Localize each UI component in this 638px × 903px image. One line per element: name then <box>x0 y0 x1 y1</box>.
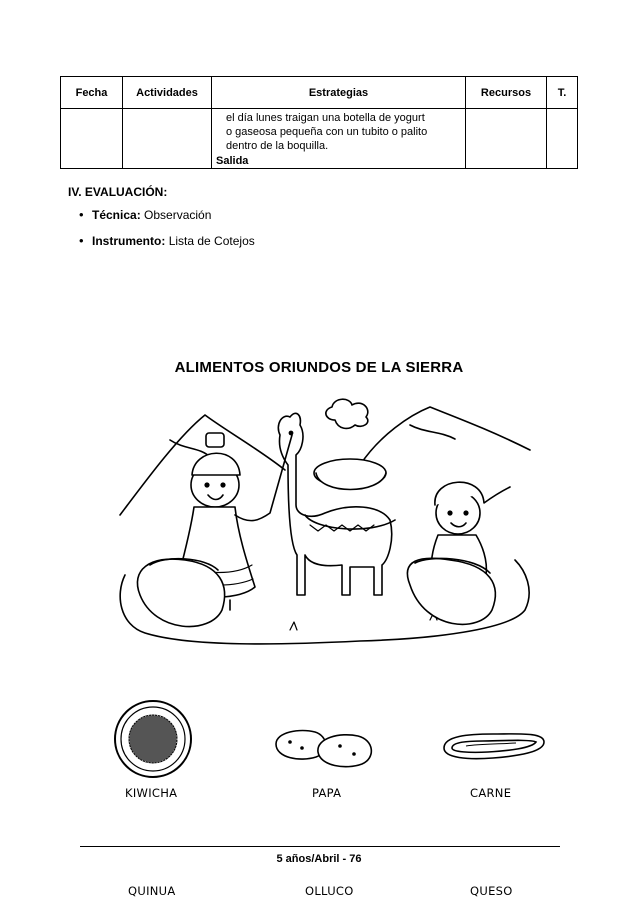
tecnica-label: Técnica: <box>92 208 141 222</box>
salida-label: Salida <box>216 155 249 167</box>
page-number: 5 años/Abril - 76 <box>276 853 362 865</box>
label-queso: QUESO <box>470 884 513 898</box>
sack-left <box>137 559 224 627</box>
sierra-illustration <box>110 395 540 650</box>
header-estrategias: Estrategias <box>212 77 466 109</box>
strategy-line: el día lunes traigan una botella de yogurt <box>226 112 425 124</box>
cell-actividades <box>123 109 212 169</box>
evaluacion-title: IV. EVALUACIÓN: <box>68 185 168 199</box>
strategy-line: dentro de la boquilla. <box>226 140 329 152</box>
header-t: T. <box>547 77 578 109</box>
label-olluco: OLLUCO <box>305 884 354 898</box>
planning-table <box>60 76 578 169</box>
mountain-right <box>360 407 530 465</box>
header-fecha: Fecha <box>61 77 123 109</box>
carne-icon <box>438 722 550 766</box>
bullet-tecnica <box>79 207 212 222</box>
label-carne: CARNE <box>470 786 512 800</box>
instrumento-value: Lista de Cotejos <box>168 234 255 248</box>
kiwicha-icon <box>112 698 194 780</box>
header-recursos: Recursos <box>466 77 547 109</box>
label-papa: PAPA <box>312 786 342 800</box>
cell-fecha <box>61 109 123 169</box>
footer-divider <box>80 846 560 847</box>
cell-t <box>547 109 578 169</box>
bullet-icon: • <box>79 207 84 222</box>
cloud-icon <box>326 399 368 428</box>
bullet-instrumento <box>79 233 255 248</box>
table-row <box>61 109 578 169</box>
cell-recursos <box>466 109 547 169</box>
label-quinua: QUINUA <box>128 884 176 898</box>
llama <box>278 413 391 595</box>
tecnica-value: Observación <box>144 208 212 222</box>
table-header-row <box>61 77 578 109</box>
label-kiwicha: KIWICHA <box>125 786 178 800</box>
instrumento-label: Instrumento: <box>92 234 166 248</box>
strategy-line: o gaseosa pequeña con un tubito o palito <box>226 126 428 138</box>
page-title: ALIMENTOS ORIUNDOS DE LA SIERRA <box>174 359 464 376</box>
papa-icon <box>270 722 380 772</box>
bullet-icon: • <box>79 233 84 248</box>
cell-estrategias <box>212 109 466 169</box>
header-actividades: Actividades <box>123 77 212 109</box>
